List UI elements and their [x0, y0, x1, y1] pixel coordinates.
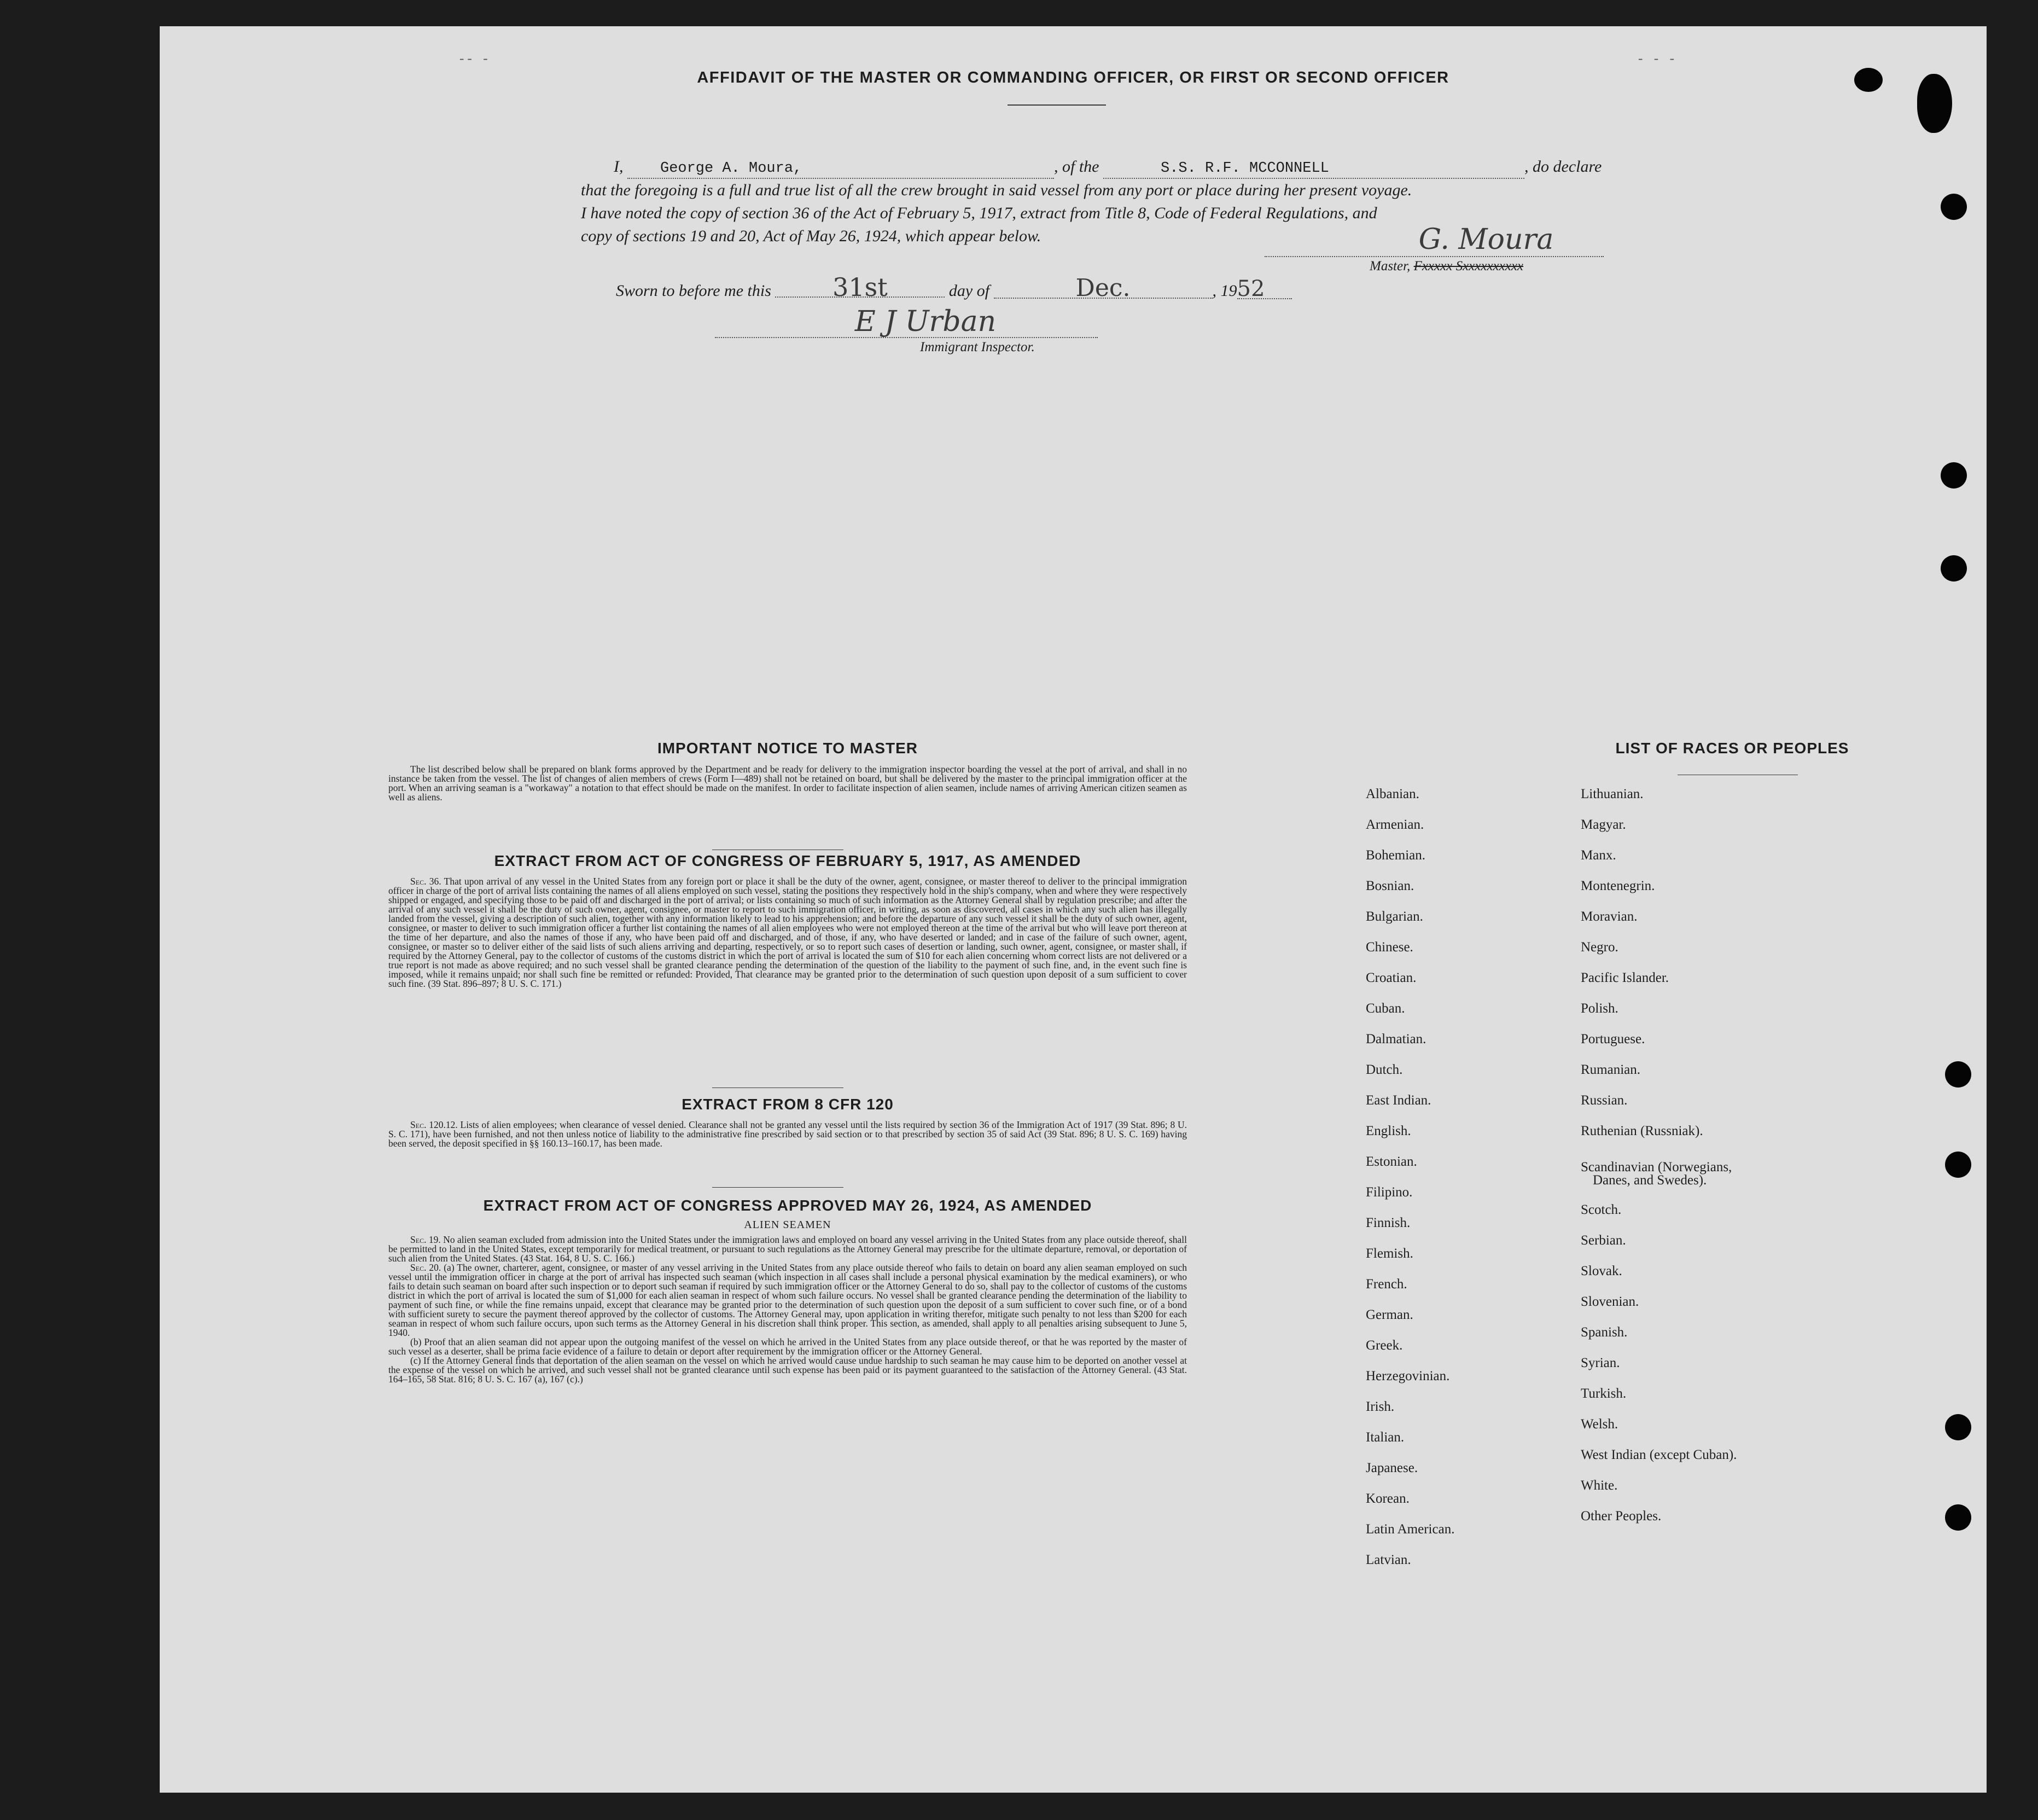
sec-20b-paragraph: (b) Proof that an alien seaman did not appear upon the outgoing manifest of the vessel on which he arrived in the United States from any place outside thereof, or that he was reported by the master of such vessel as a deserter, shall be prima facie evidence of a failure to detain or deport after requirement by the immigration officer or the Attorney General. [388, 1336, 1187, 1357]
notice-heading: IMPORTANT NOTICE TO MASTER [657, 740, 918, 757]
race-item: Dutch. [1366, 1062, 1403, 1077]
declaration-line-2: that the foregoing is a full and true list of all the crew brought in said vessel from any port or place during her present voyage. [581, 181, 1412, 199]
race-item: Other Peoples. [1581, 1509, 1662, 1524]
extract-1917-body [388, 877, 1187, 989]
race-item: Spanish. [1581, 1325, 1628, 1340]
sec-20a-paragraph [388, 1263, 1187, 1338]
race-item: Syrian. [1581, 1356, 1620, 1370]
race-item: Herzegovinian. [1366, 1369, 1450, 1383]
extract-cfr-rule [712, 1187, 843, 1188]
races-heading: LIST OF RACES OR PEOPLES [1615, 740, 1849, 757]
race-item: Estonian. [1366, 1154, 1417, 1169]
master-signature: G. Moura [1418, 223, 1554, 256]
sworn-day-field [775, 272, 945, 302]
extract-cfr-paragraph [388, 1120, 1187, 1148]
race-item: Serbian. [1581, 1233, 1626, 1248]
sworn-year-field [1237, 276, 1292, 301]
sec-19-label: Sec. 19. [410, 1234, 441, 1245]
race-item: Dalmatian. [1366, 1032, 1426, 1046]
race-item: Russian. [1581, 1093, 1628, 1108]
extract-1924-heading: EXTRACT FROM ACT OF CONGRESS APPROVED MAY 26, 1924, AS AMENDED [483, 1197, 1092, 1214]
notice-body [388, 765, 1187, 802]
race-item: Montenegrin. [1581, 879, 1655, 893]
race-item: Irish. [1366, 1399, 1395, 1414]
sec-120-text: Lists of alien employees; when clearance of vessel denied. Clearance shall not be granted any vessel until the lists required by section 36 of the Immigration Act of 1917 (39 Stat. 896; 8 U. S. C. 171), have been furnished, and not then unless notice of liability to the administrative fine prescribed by said section or to that prescribed by section 35 of said Act (39 Stat. 896; 8 U. S. C. 169) having been served, the deposit specified in §§ 160.13–160.17, has been made. [388, 1119, 1187, 1149]
master-label-text: Master, [1370, 259, 1411, 274]
punch-hole [1941, 194, 1967, 220]
race-item: Italian. [1366, 1430, 1405, 1445]
race-item: Cuban. [1366, 1001, 1405, 1016]
race-item: Portuguese. [1581, 1032, 1645, 1046]
race-item: Polish. [1581, 1001, 1618, 1016]
race-item: Magyar. [1581, 817, 1626, 832]
sec-19-paragraph [388, 1235, 1187, 1263]
extract-1917-paragraph [388, 877, 1187, 989]
extract-cfr-body [388, 1120, 1187, 1148]
affidavit-title: AFFIDAVIT OF THE MASTER OR COMMANDING OFFICER, OR FIRST OR SECOND OFFICER [697, 69, 1449, 86]
vessel-name-value: S.S. R.F. MCCONNELL [1161, 160, 1329, 177]
inspector-signature: E J Urban [854, 305, 997, 338]
race-item: Welsh. [1581, 1417, 1618, 1432]
sec-36-label: Sec. 36. [410, 876, 441, 887]
extract-1917-heading: EXTRACT FROM ACT OF CONGRESS OF FEBRUARY 5, 1917, AS AMENDED [494, 852, 1081, 869]
inspector-signature-line [715, 337, 1098, 338]
race-item: Greek. [1366, 1338, 1403, 1353]
sworn-year-prefix: , 19 [1212, 282, 1237, 300]
race-item: Turkish. [1581, 1386, 1627, 1401]
notice-text: The list described below shall be prepared on blank forms approved by the Department and be ready for delivery to the immigration inspector boarding the vessel at the port of arrival, and shall in no instance be taken from the vessel. The list of changes of alien members of crews (Form I—489) shall not be retained on board, but shall be delivered by the master to the principal immigration officer at the port. When an arriving seaman is a "workaway" a notation to that effect should be made on the manifest. In order to facilitate inspection of alien seamen, include names of arriving American citizen seamen as well as aliens. [388, 764, 1187, 803]
race-item: Ruthenian (Russniak). [1581, 1124, 1703, 1138]
punch-hole [1945, 1152, 1971, 1178]
race-item: Finnish. [1366, 1216, 1411, 1230]
punch-hole [1945, 1414, 1971, 1440]
sworn-day-value: 31st [832, 272, 888, 302]
race-item: White. [1581, 1478, 1618, 1493]
race-item: Scotch. [1581, 1202, 1622, 1217]
declaration-i: I, [614, 158, 624, 176]
sec-20c-paragraph: (c) If the Attorney General finds that deportation of the alien seaman on the vessel on which he arrived would cause undue hardship to such seaman he may cause him to be deported on another vessel at the expense of the vessel on which he arrived, and such vessel shall not be granted clearance until such expense has been paid or its payment guaranteed to the satisfaction of the Attorney General. (43 Stat. 164–165, 58 Stat. 816; 8 U. S. C. 167 (a), 167 (c).) [388, 1355, 1187, 1385]
race-item: Albanian. [1366, 787, 1419, 801]
race-item: East Indian. [1366, 1093, 1431, 1108]
race-item: Scandinavian (Norwegians, [1581, 1160, 1732, 1174]
sworn-month-field [994, 274, 1213, 302]
race-item: Moravian. [1581, 909, 1638, 924]
race-item: Chinese. [1366, 940, 1413, 955]
race-item: Korean. [1366, 1491, 1410, 1506]
declaration-line-3: I have noted the copy of section 36 of the Act of February 5, 1917, extract from Title 8, Code of Federal Regulations, and [581, 204, 1377, 222]
sec-20-label: Sec. 20. [410, 1262, 441, 1273]
header-mark-left: -- - [458, 53, 490, 67]
extract-1924-body [388, 1235, 1187, 1384]
master-signature-line [1265, 256, 1604, 257]
document-page [160, 26, 1987, 1793]
race-item: Bohemian. [1366, 848, 1426, 863]
race-item: English. [1366, 1124, 1411, 1138]
sworn-month-value: Dec. [1075, 274, 1131, 302]
race-item: French. [1366, 1277, 1407, 1292]
race-item: Lithuanian. [1581, 787, 1644, 801]
sworn-day-of: day of [948, 282, 990, 300]
race-item: Rumanian. [1581, 1062, 1641, 1077]
punch-hole [1941, 462, 1967, 489]
race-item: Flemish. [1366, 1246, 1413, 1261]
master-struck-title: Fxxxxx Sxxxxxxxxxx [1413, 259, 1524, 274]
race-item: Slovenian. [1581, 1294, 1639, 1309]
inspector-label: Immigrant Inspector. [920, 340, 1035, 354]
declaration-line-4: copy of sections 19 and 20, Act of May 26, 1924, which appear below. [581, 227, 1041, 245]
race-item: Bosnian. [1366, 879, 1414, 893]
punch-hole [1941, 555, 1967, 582]
race-item: Croatian. [1366, 970, 1417, 985]
ink-blot-left [1854, 68, 1883, 92]
title-rule [1008, 104, 1106, 106]
extract-cfr-heading: EXTRACT FROM 8 CFR 120 [682, 1096, 894, 1113]
race-item: Manx. [1581, 848, 1616, 863]
alien-seamen-subheading: ALIEN SEAMEN [744, 1219, 831, 1231]
master-label [1370, 259, 1523, 274]
sworn-line [616, 272, 1292, 302]
race-item: Latvian. [1366, 1552, 1411, 1567]
race-item: Latin American. [1366, 1522, 1455, 1537]
sec-120-label: Sec. 120.12. [410, 1119, 458, 1130]
vessel-name-field [1103, 159, 1524, 179]
race-item: Negro. [1581, 940, 1618, 955]
sec-19-text: No alien seaman excluded from admission into the United States under the immigration laws and employed on board any vessel arriving in the United States from any place outside thereof, shall be permitted to land in the United States, except temporarily for medical treatment, or pursuant to such regulations as the Attorney General may prescribe for the ultimate departure, removal, or deportation of such alien from the United States. (43 Stat. 164, 8 U. S. C. 166.) [388, 1234, 1187, 1264]
race-item: Filipino. [1366, 1185, 1413, 1200]
sworn-year-value: 52 [1237, 276, 1265, 301]
race-item: Pacific Islander. [1581, 970, 1669, 985]
header-mark-right: - - - [1637, 53, 1676, 67]
ink-blot-right [1917, 74, 1952, 133]
sec-36-text: That upon arrival of any vessel in the United States from any foreign port or place it shall be the duty of the owner, agent, consignee, or master thereof to deliver to the principal immigration officer in charge of the port of arrival lists containing the names of all aliens employed on such vessel, stating the positions they respectively hold in the ship's company, when and where they were respectively shipped or engaged, and specifying those to be paid off and discharged in the port of arrival; or lists containing so much of such information as the Attorney General shall by regulation prescribe; and after the arrival of any such vessel it shall be the duty of such owner, agent, consignee, or master to report to such immigration officer, in writing, as soon as discovered, all cases in which any such alien has illegally landed from the vessel, giving a description of such alien, together with any information likely to lead to his apprehension; and before the departure of any such vessel it shall be the duty of such owner, agent, consignee, or master to deliver to such immigration officer a further list containing the names of all alien employees who were not employed thereon at the time of the arrival but who will leave port thereon at the time of her departure, and also the names of those if any, who have been paid off and discharged, and of those, if any, who have deserted or landed; and in case of the failure of such owner, agent, consignee, or master so to deliver either of the said lists of such aliens arriving and departing, respectively, or so to report such cases of desertion or landing, such owner, agent, consignee, or master shall, if required by the Attorney General, pay to the collector of customs of the customs district in which the port of arrival is located the sum of $10 for each alien concerning whom correct lists are not delivered or a true report is not made as above required; and no such vessel shall be granted clearance pending the determination of the question of the liability to the payment of such fine, and, in the event such fine is imposed, while it remains unpaid; nor shall such fine be remitted or refunded: Provided, That clearance may be granted prior to the determination of such question upon deposit of a sum sufficient to cover such fine. (39 Stat. 896–897; 8 U. S. C. 171.) [388, 876, 1187, 989]
sec-20a-text: (a) The owner, charterer, agent, consignee, or master of any vessel arriving in the United States from any place outside thereof who fails to detain on board any alien seaman employed on such vessel until the immigration officer in charge at the port of arrival has inspected such seaman (which inspection in all cases shall include a personal physical examination by the medical examiners), or who fails to detain such seaman on board after such inspection or to deport such seaman if required by such immigration officer or the Attorney General to do so, shall pay to the collector of customs of the customs district in which the port of arrival is located the sum of $1,000 for each alien seaman in respect of whom such failure occurs. No vessel shall be granted clearance pending the determination of the liability to payment of such fine, or while the fine remains unpaid, except that clearance may be granted prior to the determination of such question upon the deposit of a sum sufficient to cover such fine, or of a bond with sufficient surety to secure the payment thereof approved by the collector of customs. The Attorney General may, upon application in writing therefor, mitigate such penalty to not less than $200 for each seaman in respect of whom such failure occurs, upon such terms as the Attorney General in his discretion shall think proper. This section, as amended, shall apply to all penalties arising subsequent to June 5, 1940. [388, 1262, 1187, 1338]
declaration-of-the: , of the [1054, 158, 1099, 176]
sworn-text: Sworn to before me this [616, 282, 771, 300]
punch-hole [1945, 1061, 1971, 1088]
race-item: Danes, and Swedes). [1593, 1173, 1707, 1188]
race-item: German. [1366, 1307, 1413, 1322]
race-item: West Indian (except Cuban). [1581, 1447, 1737, 1462]
punch-hole [1945, 1504, 1971, 1531]
race-item: Armenian. [1366, 817, 1424, 832]
declaration-do-declare: , do declare [1524, 158, 1602, 176]
master-name-field [627, 159, 1054, 179]
race-item: Slovak. [1581, 1264, 1622, 1278]
master-name-value: George A. Moura, [660, 160, 802, 177]
race-item: Bulgarian. [1366, 909, 1423, 924]
race-item: Japanese. [1366, 1461, 1418, 1475]
